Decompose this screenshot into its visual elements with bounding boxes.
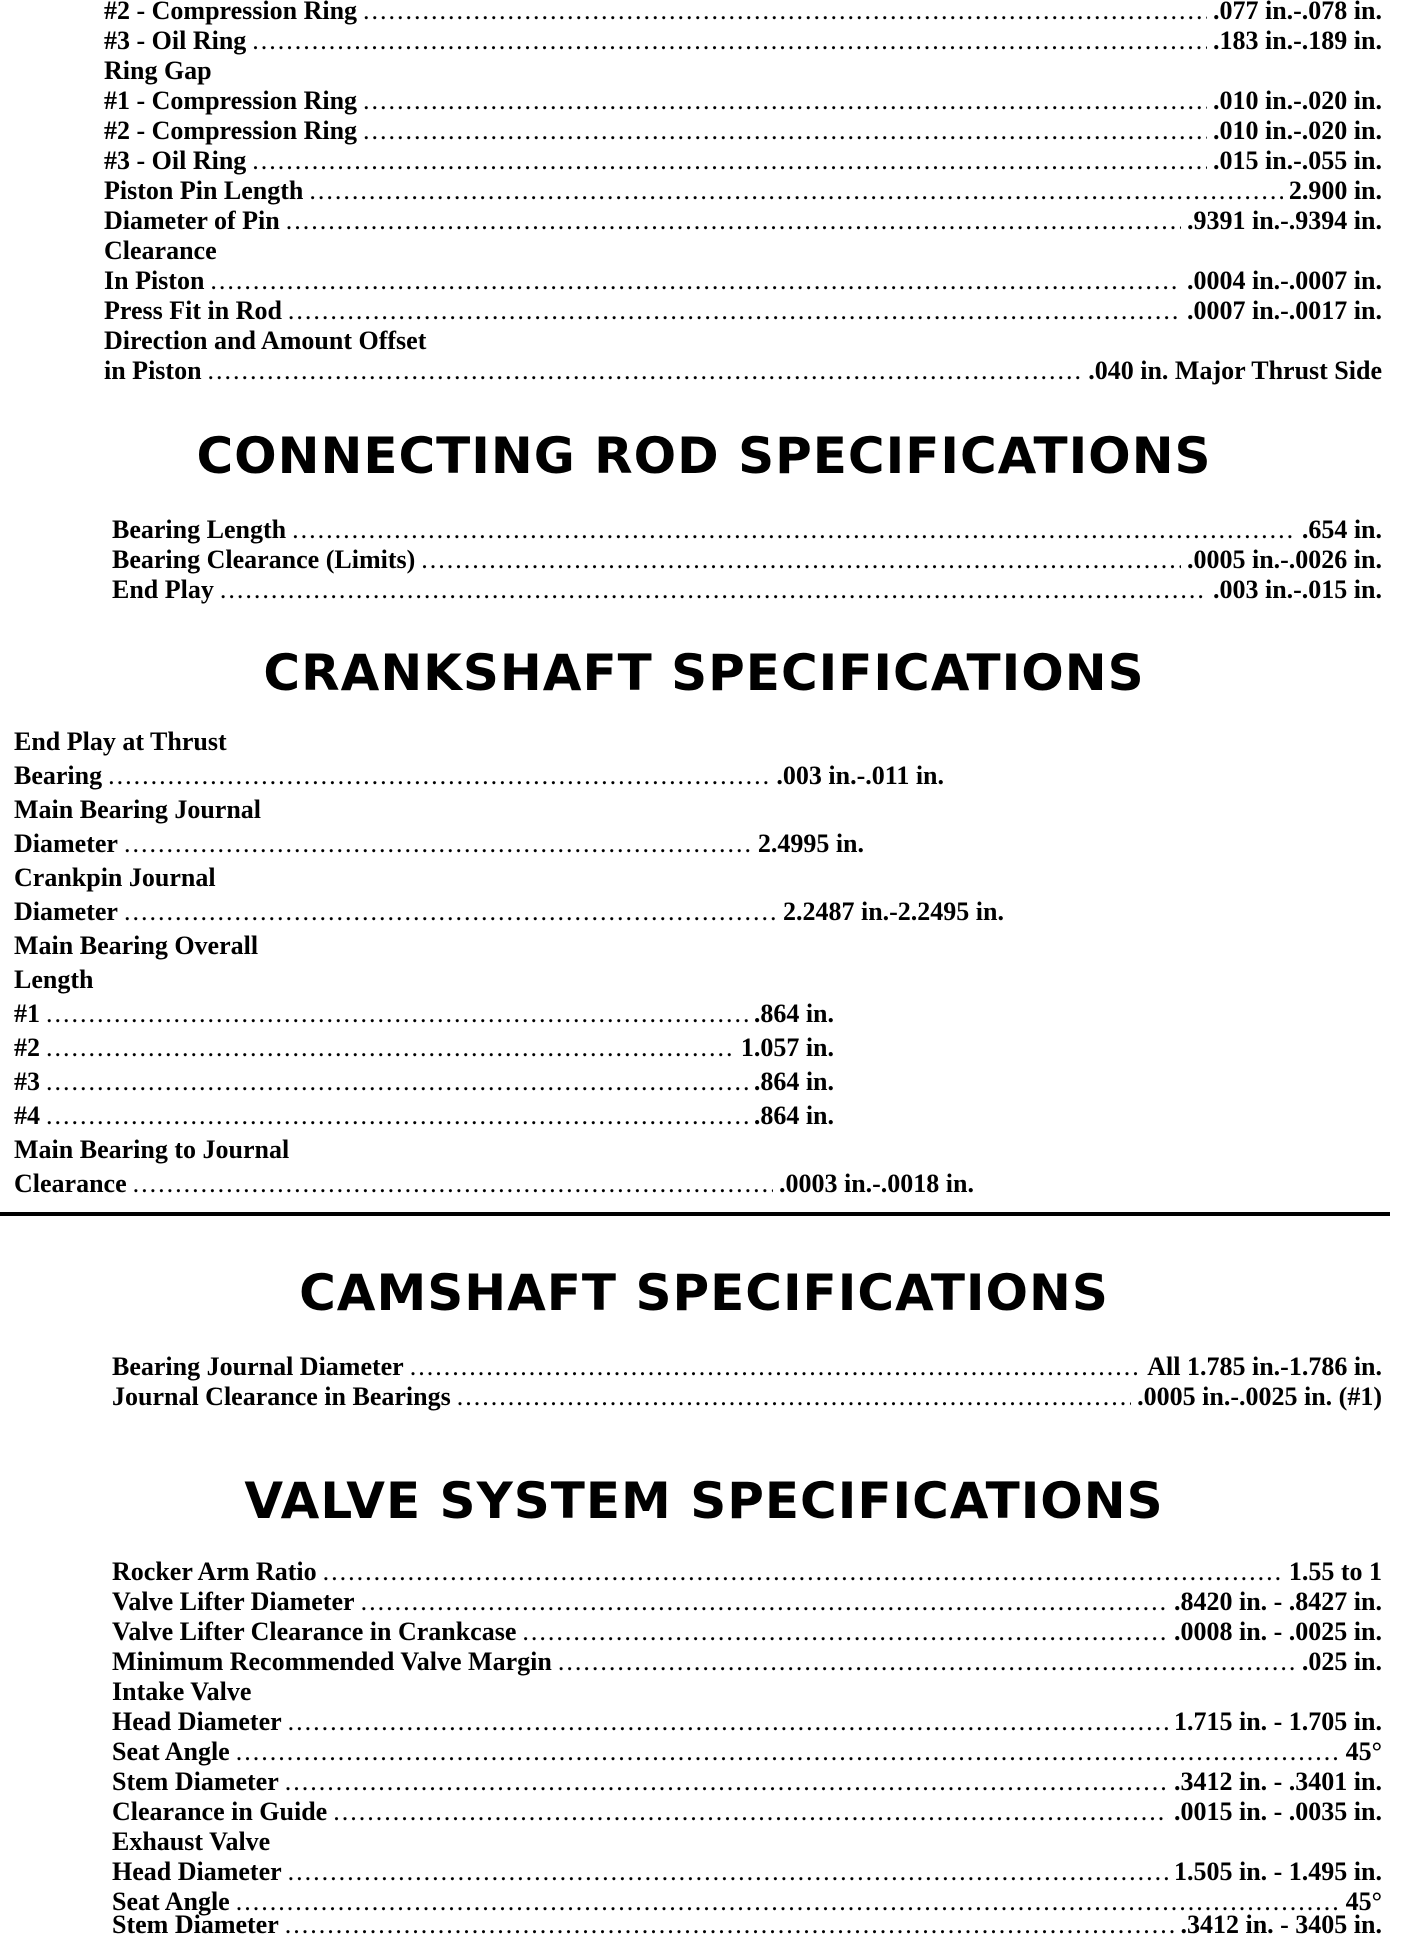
spec-label: #3 - Oil Ring [104,146,247,175]
spec-row [14,965,93,995]
spec-label: in Piston [104,356,202,385]
spec-label: Seat Angle [112,1887,230,1916]
spec-value: .654 in. [1301,515,1382,544]
spec-label: #1 [14,999,40,1028]
spec-value: .0007 in.-.0017 in. [1186,296,1382,325]
spec-row [104,206,1382,236]
spec-row [14,1067,834,1097]
spec-row [112,1557,1382,1587]
crankshaft-heading: CRANKSHAFT SPECIFICATIONS [263,644,1145,702]
spec-label: Head Diameter [112,1707,282,1736]
spec-row [104,26,1382,56]
spec-label: Diameter [14,897,118,926]
spec-row [112,575,1382,605]
spec-row [104,176,1382,206]
spec-label: Diameter of Pin [104,206,280,235]
spec-row [112,1910,1382,1940]
spec-row [104,356,1382,386]
valve-system-heading: VALVE SYSTEM SPECIFICATIONS [244,1472,1164,1530]
spec-row [104,326,426,356]
spec-subheading: Ring Gap [104,56,212,85]
spec-label: Clearance [14,1169,127,1198]
spec-label: Clearance in Guide [112,1797,328,1826]
spec-subheading: Exhaust Valve [112,1827,271,1856]
spec-row [104,236,217,266]
spec-subheading: Main Bearing to Journal [14,1135,290,1164]
spec-value: 45° [1345,1887,1382,1916]
spec-row [104,266,1382,296]
spec-subheading: End Play at Thrust [14,727,227,756]
spec-value: .0003 in.-.0018 in. [778,1169,974,1198]
spec-row [14,829,864,859]
spec-value: .864 in. [753,1067,834,1096]
spec-value: .183 in.-.189 in. [1212,26,1382,55]
spec-row [14,761,944,791]
spec-label: Bearing Clearance (Limits) [112,545,416,574]
spec-row [112,545,1382,575]
spec-row [14,897,1004,927]
spec-row [14,999,834,1029]
spec-row [112,1767,1382,1797]
spec-label: #2 - Compression Ring [104,116,358,145]
spec-value: .864 in. [753,999,834,1028]
spec-label: Seat Angle [112,1737,230,1766]
spec-row [112,1352,1382,1382]
spec-value: 45° [1345,1737,1382,1766]
spec-row [112,1797,1382,1827]
spec-row [14,795,261,825]
camshaft-heading: CAMSHAFT SPECIFICATIONS [299,1264,1109,1322]
spec-value: All 1.785 in.-1.786 in. [1147,1352,1382,1381]
spec-value: .0008 in. - .0025 in. [1173,1617,1382,1646]
spec-label: Press Fit in Rod [104,296,282,325]
spec-label: Head Diameter [112,1857,282,1886]
spec-subheading: Intake Valve [112,1677,252,1706]
spec-label: #4 [14,1101,40,1130]
spec-value: .0005 in.-.0026 in. [1186,545,1382,574]
spec-label: Piston Pin Length [104,176,304,205]
spec-row [112,1382,1382,1412]
spec-subheading: Main Bearing Journal [14,795,262,824]
spec-row [112,515,1382,545]
spec-label: #2 [14,1033,40,1062]
spec-subheading: Clearance [104,236,217,265]
spec-value: .077 in.-.078 in. [1212,0,1382,25]
spec-label: Valve Lifter Diameter [112,1587,355,1616]
spec-row [112,1857,1382,1887]
spec-row [14,727,227,757]
spec-row [112,1827,270,1857]
spec-subheading: Crankpin Journal [14,863,216,892]
spec-label: End Play [112,575,214,604]
spec-row [112,1617,1382,1647]
spec-row [112,1677,251,1707]
spec-row [104,86,1382,116]
spec-label: Journal Clearance in Bearings [112,1382,451,1411]
spec-row [14,1169,974,1199]
spec-value: .010 in.-.020 in. [1212,116,1382,145]
spec-value: .010 in.-.020 in. [1212,86,1382,115]
spec-value: 2.2487 in.-2.2495 in. [782,897,1004,926]
spec-label: Minimum Recommended Valve Margin [112,1647,552,1676]
spec-row [112,1647,1382,1677]
spec-row [112,1707,1382,1737]
spec-label: Stem Diameter [112,1910,279,1939]
spec-value: 1.55 to 1 [1288,1557,1382,1586]
spec-value: .003 in.-.015 in. [1212,575,1382,604]
spec-label: #1 - Compression Ring [104,86,358,115]
spec-label: Bearing Journal Diameter [112,1352,404,1381]
spec-label: Valve Lifter Clearance in Crankcase [112,1617,517,1646]
spec-value: .040 in. Major Thrust Side [1088,356,1382,385]
spec-value: .3412 in. - 3405 in. [1180,1910,1382,1939]
spec-value: .0005 in.-.0025 in. (#1) [1137,1382,1382,1411]
spec-value: .025 in. [1301,1647,1382,1676]
spec-label: #2 - Compression Ring [104,0,358,25]
spec-label: Bearing Length [112,515,287,544]
spec-row [104,146,1382,176]
spec-row [104,116,1382,146]
section-divider [0,1212,1390,1216]
spec-value: 1.057 in. [740,1033,834,1062]
spec-row [14,1033,834,1063]
spec-value: .0004 in.-.0007 in. [1186,266,1382,295]
spec-label: Stem Diameter [112,1767,279,1796]
spec-subheading: Length [14,965,94,994]
spec-value: 1.715 in. - 1.705 in. [1173,1707,1382,1736]
spec-row [14,1135,289,1165]
spec-row [104,296,1382,326]
spec-value: .3412 in. - .3401 in. [1173,1767,1382,1796]
spec-label: Rocker Arm Ratio [112,1557,317,1586]
spec-label: Diameter [14,829,118,858]
spec-row [14,1101,834,1131]
spec-value: .9391 in.-.9394 in. [1186,206,1382,235]
spec-row [14,863,216,893]
spec-row [104,56,212,86]
spec-value: .864 in. [753,1101,834,1130]
spec-label: In Piston [104,266,205,295]
spec-label: Bearing [14,761,103,790]
spec-row [112,1587,1382,1617]
spec-value: .003 in.-.011 in. [776,761,944,790]
spec-subheading: Main Bearing Overall [14,931,259,960]
spec-label: #3 - Oil Ring [104,26,247,55]
spec-value: 1.505 in. - 1.495 in. [1173,1857,1382,1886]
spec-row [112,1737,1382,1767]
spec-value: .8420 in. - .8427 in. [1173,1587,1382,1616]
spec-value: .0015 in. - .0035 in. [1173,1797,1382,1826]
spec-value: 2.900 in. [1288,176,1382,205]
spec-row [14,931,258,961]
spec-value: .015 in.-.055 in. [1212,146,1382,175]
spec-row [104,0,1382,26]
spec-label: #3 [14,1067,40,1096]
spec-value: 2.4995 in. [757,829,864,858]
spec-subheading: Direction and Amount Offset [104,326,427,355]
connecting-rod-heading: CONNECTING ROD SPECIFICATIONS [196,427,1212,485]
